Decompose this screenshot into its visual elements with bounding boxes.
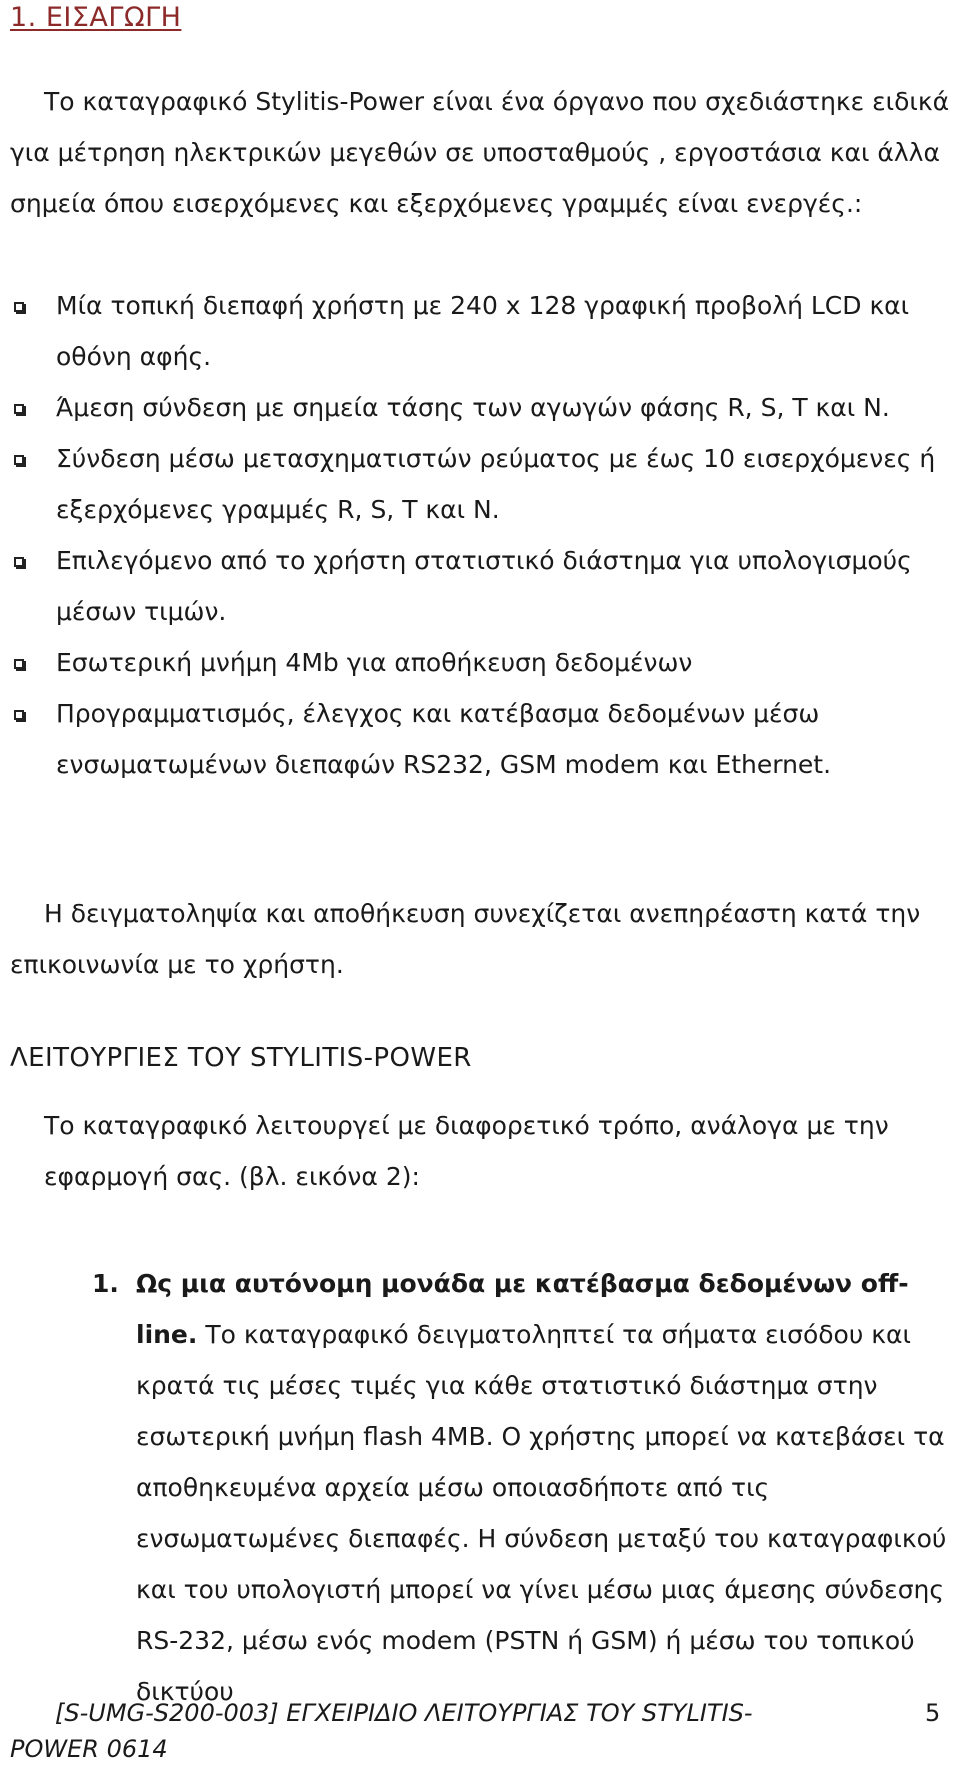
- list-item: [10, 535, 955, 637]
- list-item-text: Σύνδεση μέσω μετασχηματιστών ρεύματος με έως 10 εισερχόμενες ή εξερχόμενες γραμμές R, S, T και N.: [56, 444, 936, 524]
- list-item-text: Επιλεγόμενο από το χρήστη στατιστικό διάστημα για υπολογισμούς μέσων τιμών.: [56, 546, 912, 626]
- footer-title-cont: POWER 0614: [10, 1735, 168, 1763]
- checkbox-bullet-icon: [14, 404, 24, 414]
- checkbox-bullet-icon: [14, 302, 24, 312]
- checkbox-bullet-icon: [14, 659, 24, 669]
- item-number: 1.: [92, 1269, 119, 1298]
- section-heading: 1. ΕΙΣΑΓΩΓΗ: [10, 2, 182, 33]
- checkbox-bullet-icon: [14, 710, 24, 720]
- sampling-note: Η δειγματοληψία και αποθήκευση συνεχίζεται ανεπηρέαστη κατά την επικοινωνία με το χρήστη.: [10, 899, 921, 979]
- list-item-text: Προγραμματισμός, έλεγχος και κατέβασμα δεδομένων μέσω ενσωματωμένων διεπαφών RS232, GSM modem και Ethernet.: [56, 699, 832, 779]
- item-text: Το καταγραφικό δειγματοληπτεί τα σήματα εισόδου και κρατά τις μέσες τιμές για κάθε στατιστικό διάστημα στην εσωτερική μνήμη flash 4MB. Ο χρήστης μπορεί να κατεβάσει τα αποθηκευμένα αρχεία μέσω οποιασδήποτε από τις ενσωματωμένες διεπαφές. Η σύνδεση μεταξύ του καταγραφικού και του υπολογιστή μπορεί να γίνει μέσω μιας άμεσης σύνδεσης RS-232, μέσω ενός modem (PSTN ή GSM) ή μέσω του τοπικού δικτύου: [136, 1320, 947, 1706]
- list-item-text: Εσωτερική μνήμη 4Mb για αποθήκευση δεδομένων: [56, 648, 693, 677]
- list-item: [10, 280, 955, 382]
- checkbox-bullet-icon: [14, 455, 24, 465]
- item-bold-lead: Ως μια αυτόνομη μονάδα με κατέβασμα δεδομένων off-line.: [136, 1269, 909, 1349]
- numbered-item: [92, 1258, 957, 1717]
- functions-title: ΛΕΙΤΟΥΡΓΙΕΣ ΤΟΥ STYLITIS-POWER: [10, 1043, 472, 1073]
- list-item: [10, 382, 955, 433]
- list-item-text: Άμεση σύνδεση με σημεία τάσης των αγωγών φάσης R, S, T και N.: [56, 393, 890, 422]
- list-item: [10, 688, 955, 790]
- feature-list: [10, 280, 955, 790]
- intro-paragraph: Το καταγραφικό Stylitis-Power είναι ένα όργανο που σχεδιάστηκε ειδικά για μέτρηση ηλεκτρικών μεγεθών σε υποσταθμούς , εργοστάσια και άλλα σημεία όπου εισερχόμενες και εξερχόμενες γραμμές είναι ενεργές.:: [10, 87, 950, 218]
- footer-title: [S-UMG-S200-003] ΕΓΧΕΙΡΙΔΙΟ ΛΕΙΤΟΥΡΓΙΑΣ ΤΟΥ STYLITIS-: [55, 1699, 753, 1727]
- checkbox-bullet-icon: [14, 557, 24, 567]
- operation-intro: Το καταγραφικό λειτουργεί με διαφορετικό τρόπο, ανάλογα με την εφαρμογή σας. (βλ. εικόνα 2):: [44, 1111, 889, 1191]
- list-item: [10, 433, 955, 535]
- page-number: 5: [925, 1699, 941, 1727]
- list-item-text: Μία τοπική διεπαφή χρήστη με 240 x 128 γραφική προβολή LCD και οθόνη αφής.: [56, 291, 910, 371]
- item-body: [92, 1258, 957, 1717]
- list-item: [10, 637, 955, 688]
